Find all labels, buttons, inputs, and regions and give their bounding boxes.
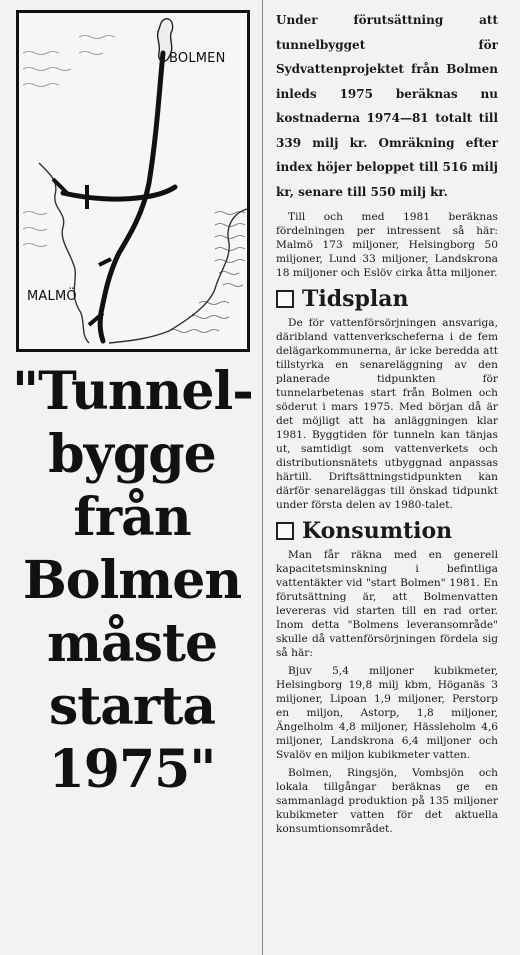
checkbox-square-icon (276, 522, 294, 540)
left-column (8, 0, 252, 955)
tunnel-route-map (16, 10, 250, 352)
section-heading-label: Tidsplan (302, 286, 409, 312)
east-coastline (109, 209, 247, 343)
section-heading-konsumtion (276, 518, 504, 544)
lead-paragraph: Under förutsättning att tunnelbygget för Sydvattenprojektet från Bolmen inleds 1975 beräknas nu kostnaderna 1974—81 totalt till 339 milj kr. Omräkning efter index höjer beloppet till 516 milj kr, senare till 550 milj kr. (276, 13, 498, 199)
section-heading-label: Konsumtion (302, 518, 453, 544)
east-west-branch (63, 187, 175, 199)
tidsplan-paragraph: De för vattenförsörjningen ansvariga, däribland vattenverkscheferna i de fem delägarkommunerna, är icke beredda att tillstyrka en senareläggning av den planerade tidpunkten för tunnelarbetenas start från Bolmen och söderut i mars 1975. Med början då är det möjligt att ha anläggningen klar 1981. Byggtiden för tunneln kan tänjas ut, samtidigt som vattenverkets och distributionsnätets utbyggnad anpassas härtill. Driftsättningstidpunkten kan därför senareläggas till önskad tidpunkt under första delen av 1980-talet. (276, 317, 498, 511)
article-body (270, 8, 504, 840)
section-heading-tidsplan (276, 286, 504, 312)
headline-line: måste (46, 613, 218, 674)
map-label-malmo: MALMÖ (27, 289, 77, 304)
headline-line: "Tunnel- (12, 361, 253, 422)
headline-line: Bolmen (22, 550, 242, 611)
map-label-bolmen: BOLMEN (169, 51, 226, 66)
checkbox-square-icon (276, 290, 294, 308)
branch-stub-3 (99, 259, 111, 265)
konsumtion-paragraph: Man får räkna med en generell kapacitetsminskning i befintliga vattentäkter vid "start Bolmen" 1981. En förutsättning är, att Bolmenvatten levereras vid starten till en rad orter. Inom detta "Bolmens leveransområde" skulle då vattenförsörjningen fördela sig så här: (276, 549, 498, 659)
headline-line: 1975" (48, 739, 216, 800)
column-divider (262, 0, 263, 955)
headline-line: starta (48, 676, 216, 737)
cost-distribution-paragraph: Till och med 1981 beräknas fördelningen per intressent så här: Malmö 173 miljoner, Helsingborg 50 miljoner, Lund 33 miljoner, Landskrona 18 miljoner och Eslöv cirka åtta miljoner. (276, 211, 498, 279)
headline-line: bygge (48, 424, 216, 485)
konsumtion-paragraph: Bolmen, Ringsjön, Vombsjön och lokala tillgångar beräknas ge en sammanlagd produktion på 135 miljoner kubikmeter vatten för det aktuella konsumtionsområdet. (276, 767, 498, 835)
headline-line: från (73, 487, 191, 548)
headline (12, 360, 252, 801)
konsumtion-paragraph: Bjuv 5,4 miljoner kubikmeter, Helsingborg 19,8 milj kbm, Höganäs 3 miljoner, Lipoan 1,9 miljoner, Perstorp en miljon, Astorp, 1,8 miljoner, Ängelholm 4,8 miljoner, Hässleholm 4,6 miljoner, Landskrona 6,4 miljoner och Svalöv en miljon kubikmeter vatten. (276, 665, 498, 761)
sea-hatching-left (23, 36, 115, 247)
sea-hatching-right (169, 212, 245, 333)
